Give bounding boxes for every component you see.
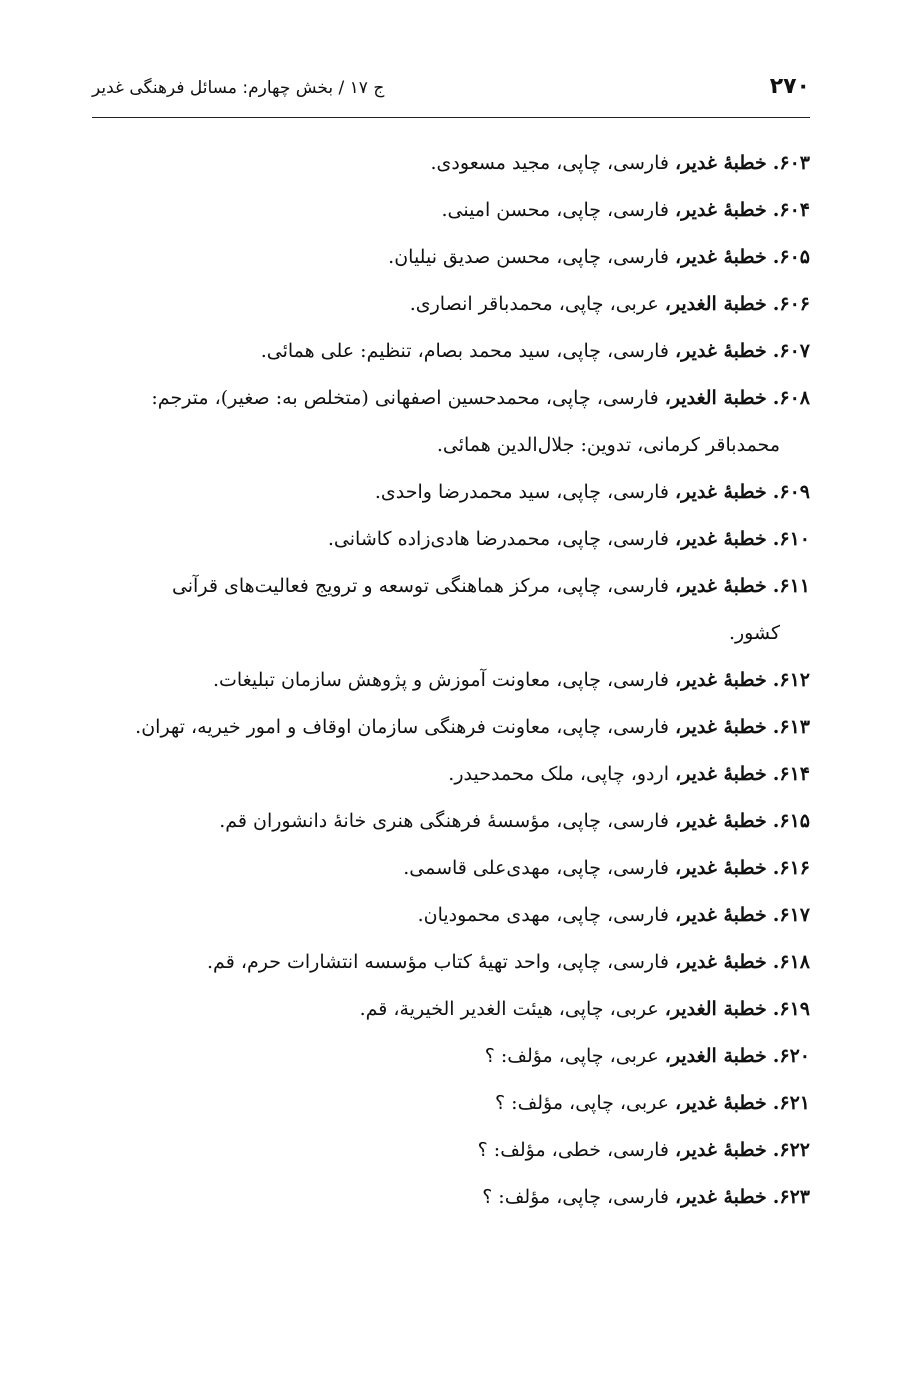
entry-details: فارسی، چاپی، سید محمد بصام، تنظیم: علی همائی. [260,340,676,362]
entry-title: خطبۀ غدیر، [675,1139,767,1161]
entry-title: خطبۀ غدیر، [675,1186,767,1208]
list-item [92,187,810,234]
entry-number: ۶۰۵. [772,246,810,268]
entry-title: خطبۀ غدیر، [675,763,767,785]
entry-details: فارسی، خطی، مؤلف: ؟ [477,1139,676,1161]
entry-details: فارسی، چاپی، سید محمدرضا واحدی. [374,481,676,503]
entry-title: خطبة الغدیر، [664,387,767,409]
entry-title: خطبۀ غدیر، [675,669,767,691]
entry-number: ۶۱۸. [772,951,810,973]
entry-title: خطبۀ غدیر، [675,904,767,926]
entry-number: ۶۱۳. [772,716,810,738]
entry-number: ۶۰۷. [772,340,810,362]
entry-number: ۶۱۰. [772,528,810,550]
entry-number: ۶۱۹. [772,998,810,1020]
running-title: ج ۱۷ / بخش چهارم: مسائل فرهنگی غدیر [92,78,385,98]
page-number: ۲۷۰ [769,74,810,99]
entry-details: فارسی، چاپی، واحد تهیۀ کتاب مؤسسه انتشارات حرم، قم. [207,951,676,973]
entry-details: فارسی، چاپی، معاونت آموزش و پژوهش سازمان تبلیغات. [212,669,676,691]
entry-details: فارسی، چاپی، محمدرضا هادی‌زاده کاشانی. [327,528,676,550]
entry-number: ۶۲۱. [772,1092,810,1114]
entry-details: عربی، چاپی، محمدباقر انصاری. [409,293,665,315]
entry-details: فارسی، چاپی، معاونت فرهنگی سازمان اوقاف و امور خیریه، تهران. [135,716,676,738]
entry-details: عربی، چاپی، مؤلف: ؟ [484,1045,665,1067]
entry-continuation: کشور. [728,622,780,644]
entry-details: فارسی، چاپی، مرکز هماهنگی توسعه و ترویج فعالیت‌های قرآنی [171,575,676,597]
entry-title: خطبة الغدیر، [664,998,767,1020]
entry-details: فارسی، چاپی، مهدی‌علی قاسمی. [403,857,676,879]
list-item [92,1080,810,1127]
entry-number: ۶۱۷. [772,904,810,926]
entry-title: خطبۀ غدیر، [675,951,767,973]
entry-title: خطبۀ غدیر، [675,340,767,362]
list-item [92,704,810,751]
list-item [92,516,810,563]
entry-details: فارسی، چاپی، مهدی محمودیان. [417,904,676,926]
list-item [92,892,810,939]
entry-title: خطبۀ غدیر، [675,1092,767,1114]
entry-details: اردو، چاپی، ملک محمدحیدر. [448,763,676,785]
list-item [92,375,810,469]
entry-title: خطبۀ غدیر، [675,481,767,503]
entry-title: خطبة الغدیر، [664,1045,767,1067]
entry-number: ۶۰۳. [772,152,810,174]
list-item [92,798,810,845]
entry-number: ۶۲۰. [772,1045,810,1067]
entry-number: ۶۰۹. [772,481,810,503]
list-item [92,563,810,657]
entry-number: ۶۰۴. [772,199,810,221]
list-item [92,1127,810,1174]
list-item [92,939,810,986]
entry-title: خطبۀ غدیر، [675,575,767,597]
entry-details: عربی، چاپی، هیئت الغدیر الخیریة، قم. [359,998,665,1020]
entry-title: خطبۀ غدیر، [675,528,767,550]
entry-continuation: محمدباقر کرمانی، تدوین: جلال‌الدین همائی. [436,434,780,456]
entry-title: خطبۀ غدیر، [675,810,767,832]
entry-title: خطبۀ غدیر، [675,199,767,221]
list-item [92,751,810,798]
entry-details: فارسی، چاپی، مؤلف: ؟ [482,1186,676,1208]
entry-details: فارسی، چاپی، مجید مسعودی. [430,152,676,174]
entry-number: ۶۱۱. [772,575,810,597]
header-divider [92,117,810,118]
list-item [92,234,810,281]
list-item [92,845,810,892]
entry-title: خطبۀ غدیر، [675,857,767,879]
list-item [92,657,810,704]
entry-details: فارسی، چاپی، مؤسسۀ فرهنگی هنری خانۀ دانشوران قم. [219,810,676,832]
entry-number: ۶۲۳. [772,1186,810,1208]
bibliography-list [92,140,810,1221]
entry-title: خطبۀ غدیر، [675,716,767,738]
list-item [92,1033,810,1080]
entry-number: ۶۱۵. [772,810,810,832]
entry-title: خطبة الغدیر، [664,293,767,315]
entry-number: ۶۱۶. [772,857,810,879]
entry-number: ۶۰۶. [772,293,810,315]
entry-title: خطبۀ غدیر، [675,152,767,174]
entry-details: عربی، چاپی، مؤلف: ؟ [495,1092,676,1114]
entry-details: فارسی، چاپی، محمدحسین اصفهانی (متخلص به: صغیر)، مترجم: [151,387,665,409]
entry-number: ۶۰۸. [772,387,810,409]
list-item [92,986,810,1033]
list-item [92,140,810,187]
entry-number: ۶۲۲. [772,1139,810,1161]
entry-details: فارسی، چاپی، محسن امینی. [441,199,676,221]
entry-number: ۶۱۴. [772,763,810,785]
entry-title: خطبۀ غدیر، [675,246,767,268]
list-item [92,1174,810,1221]
list-item [92,281,810,328]
page-header [92,70,810,114]
list-item [92,469,810,516]
entry-number: ۶۱۲. [772,669,810,691]
list-item [92,328,810,375]
entry-details: فارسی، چاپی، محسن صدیق نیلیان. [388,246,676,268]
